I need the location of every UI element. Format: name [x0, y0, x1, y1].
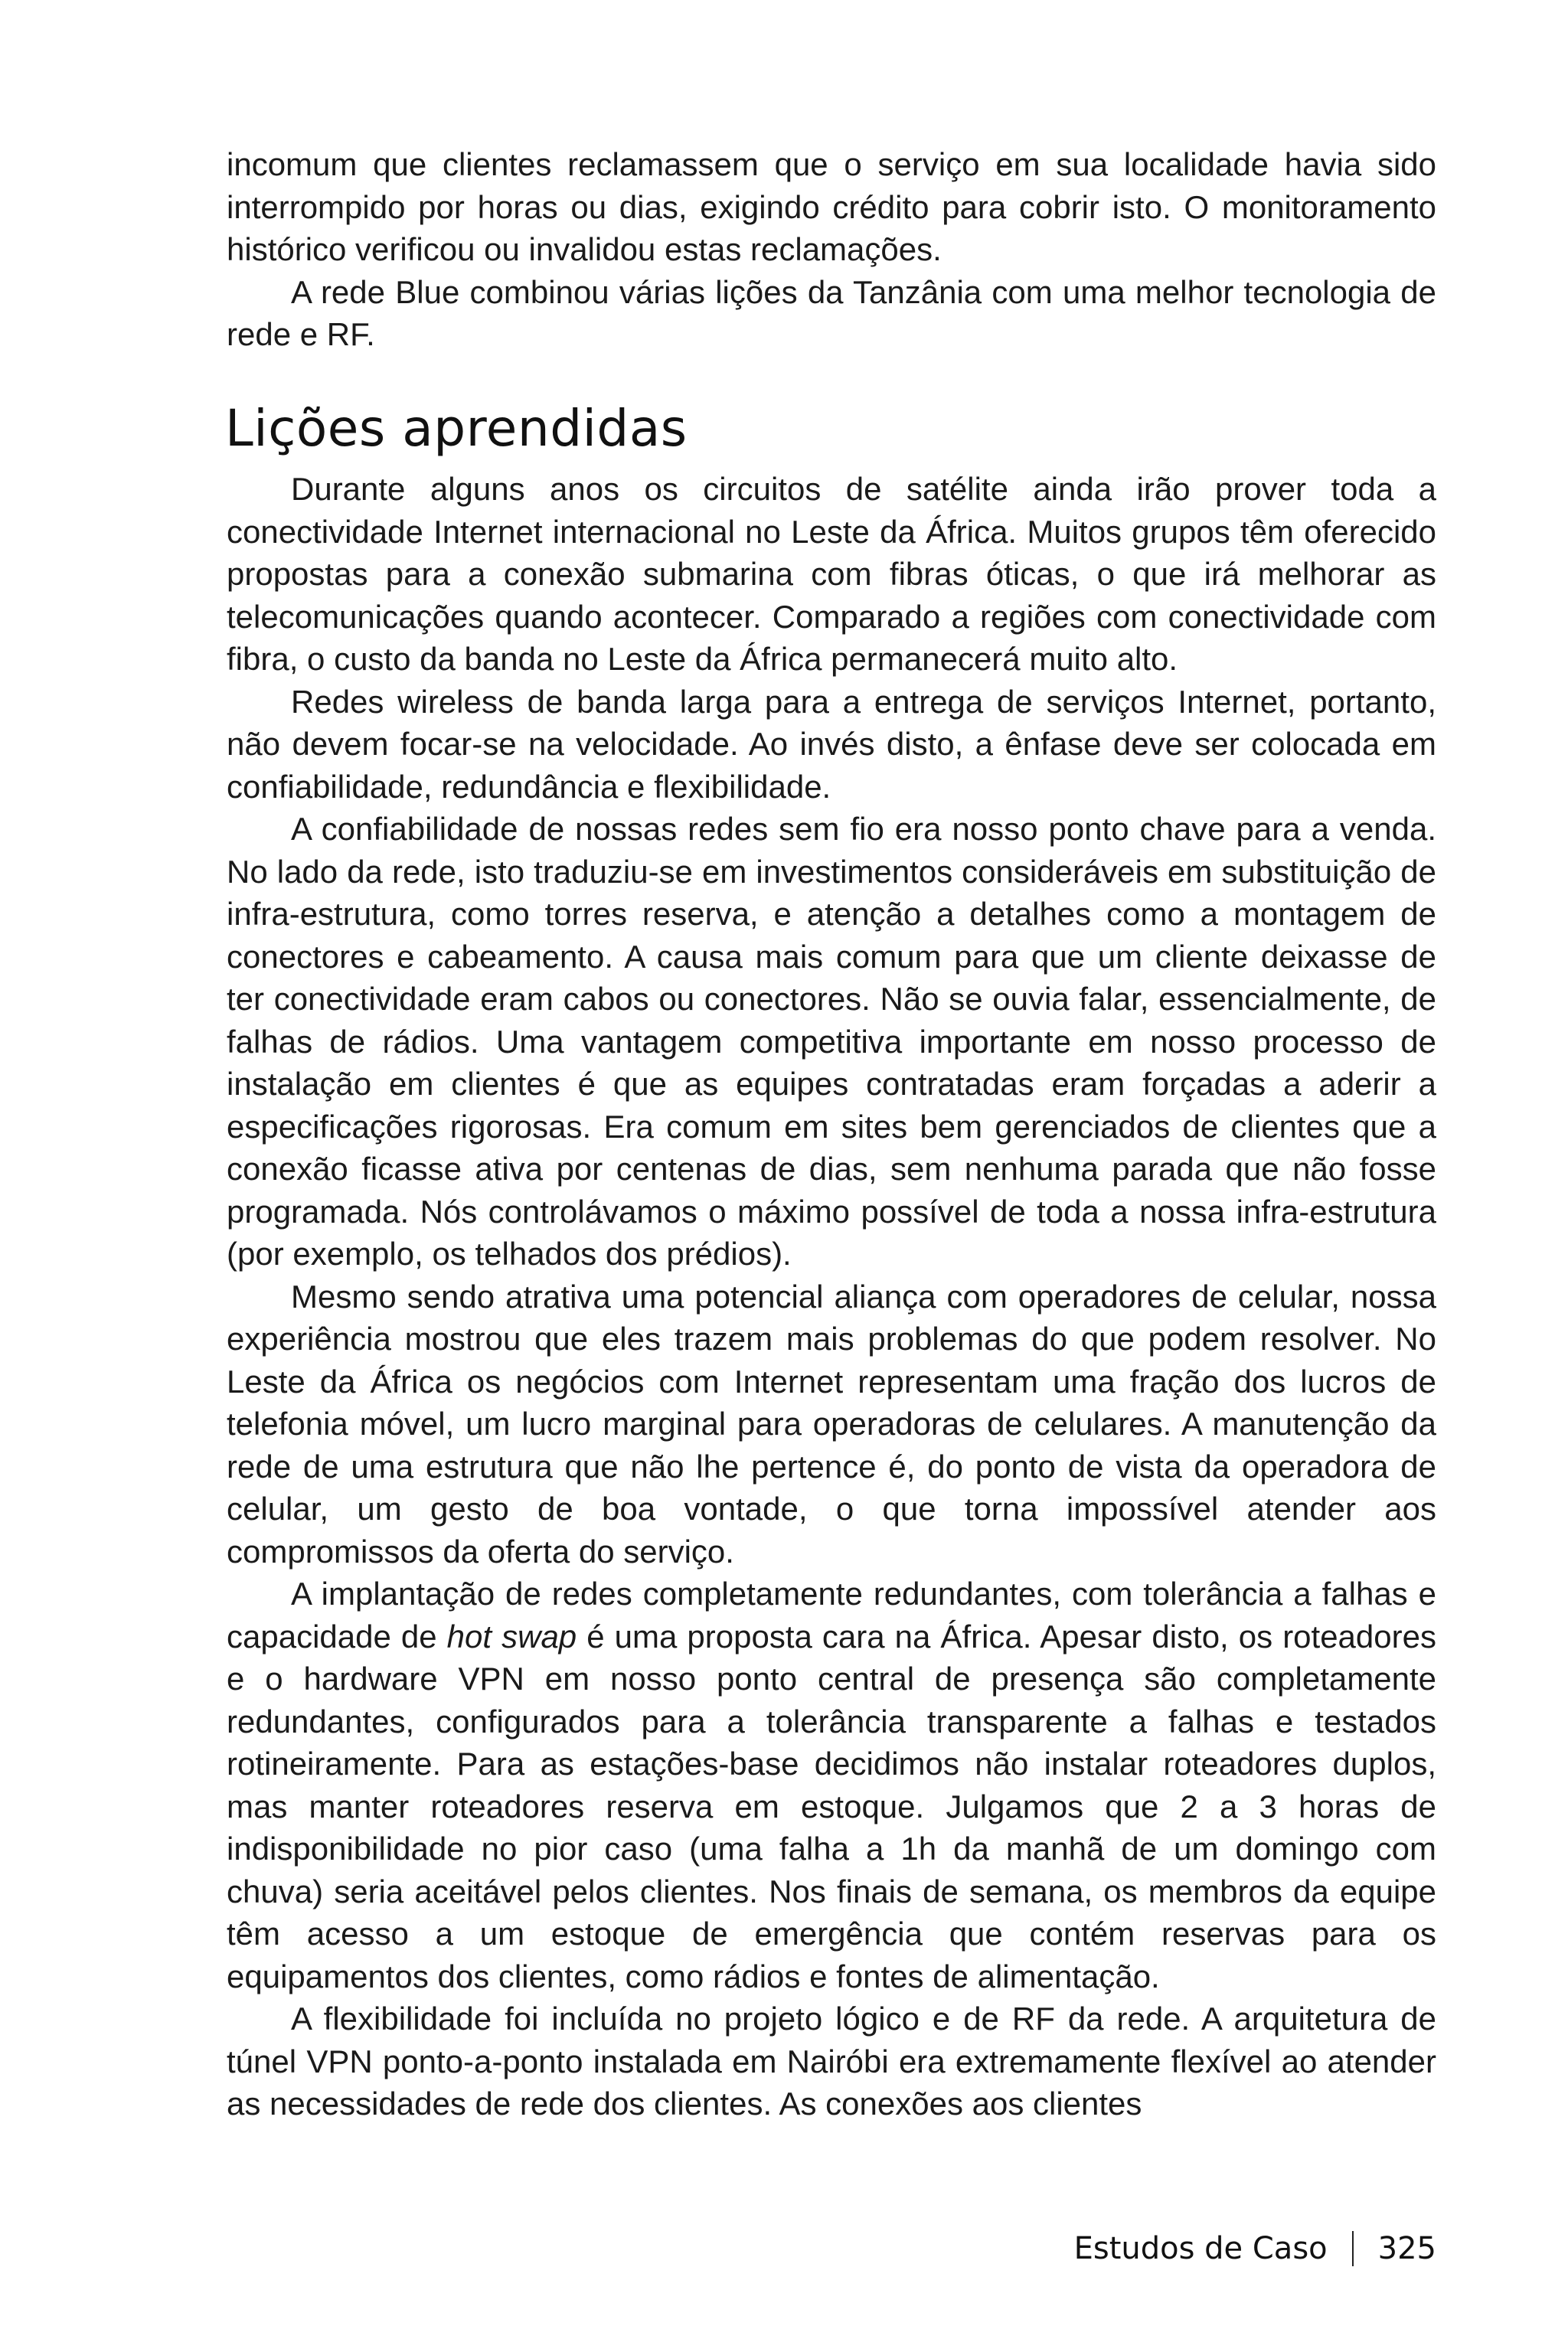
paragraph-redundancy — [227, 1573, 1436, 1998]
redundancy-text-start: A implantação de redes completamente redundantes, com tolerância a falhas e capacidade de — [227, 1576, 1436, 1655]
page-number: 325 — [1377, 2231, 1436, 2266]
main-text-block — [227, 468, 1436, 2125]
paragraph-reliability: A confiabilidade de nossas redes sem fio era nosso ponto chave para a venda. No lado da rede, isto traduziu-se em investimentos consideráveis em substituição de infra-estrutura, como torres reserva, e atenção a detalhes como a montagem de conectores e cabeamento. A causa mais comum para que um cliente deixasse de ter conectividade eram cabos ou conectores. Não se ouvia falar, essencialmente, de falhas de rádios. Uma vantagem competitiva importante em nosso processo de instalação em clientes é que as equipes contratadas eram forçadas a aderir a especificações rigorosas. Era comum em sites bem gerenciados de clientes que a conexão ficasse ativa por centenas de dias, sem nenhuma parada que não fosse programada. Nós controlávamos o máximo possível de toda a nossa infra-estrutura (por exemplo, os telhados dos prédios). — [227, 811, 1436, 1272]
top-text-block — [227, 143, 1436, 356]
footer-section-title: Estudos de Caso — [1073, 2231, 1328, 2266]
redundancy-text-end: é uma proposta cara na África. Apesar disto, os roteadores e o hardware VPN em nosso ponto central de presença são completamente redundantes, configurados para a tolerância transparente a falhas e testados rotineiramente. Para as estações-base decidimos não instalar roteadores duplos, mas manter roteadores reserva em estoque. Julgamos que 2 a 3 horas de indisponibilidade no pior caso (uma falha a 1h da manhã de um domingo com chuva) seria aceitável pelos clientes. Nos finais de semana, os membros da equipe têm acesso a um estoque de emergência que contém reservas para os equipamentos dos clientes, como rádios e fontes de alimentação. — [227, 1618, 1436, 1994]
paragraph-wireless: Redes wireless de banda larga para a entrega de serviços Internet, portanto, não devem focar-se na velocidade. Ao invés disto, a ênfase deve ser colocada em confiabilidade, redundância e flexibilidade. — [227, 683, 1436, 805]
paragraph-cellular: Mesmo sendo atrativa uma potencial aliança com operadores de celular, nossa experiência mostrou que eles trazem mais problemas do que podem resolver. No Leste da África os negócios com Internet representam uma fração dos lucros de telefonia móvel, um lucro marginal para operadoras de celulares. A manutenção da rede de uma estrutura que não lhe pertence é, do ponto de vista da operadora de celular, um gesto de boa vontade, o que torna impossível atender aos compromissos da oferta do serviço. — [227, 1278, 1436, 1570]
paragraph-continuation: incomum que clientes reclamassem que o serviço em sua localidade havia sido interrompido por horas ou dias, exigindo crédito para cobrir isto. O monitoramento histórico verificou ou invalidou estas reclamações. — [227, 146, 1436, 267]
section-heading: Lições aprendidas — [225, 399, 688, 458]
page-footer — [1074, 2231, 1436, 2266]
paragraph-satellite: Durante alguns anos os circuitos de satélite ainda irão prover toda a conectividade Internet internacional no Leste da África. Muitos grupos têm oferecido propostas para a conexão submarina com fibras óticas, o que irá melhorar as telecomunicações quando acontecer. Comparado a regiões com conectividade com fibra, o custo da banda no Leste da África permanecerá muito alto. — [227, 471, 1436, 677]
footer-separator — [1352, 2231, 1354, 2266]
paragraph-blue-network: A rede Blue combinou várias lições da Tanzânia com uma melhor tecnologia de rede e RF. — [227, 273, 1436, 352]
hot-swap-term: hot swap — [446, 1618, 577, 1655]
paragraph-flexibility: A flexibilidade foi incluída no projeto lógico e de RF da rede. A arquitetura de túnel VPN ponto-a-ponto instalada em Nairóbi era extremamente flexível ao atender as necessidades de rede dos clientes. As conexões aos clientes — [227, 2001, 1436, 2122]
